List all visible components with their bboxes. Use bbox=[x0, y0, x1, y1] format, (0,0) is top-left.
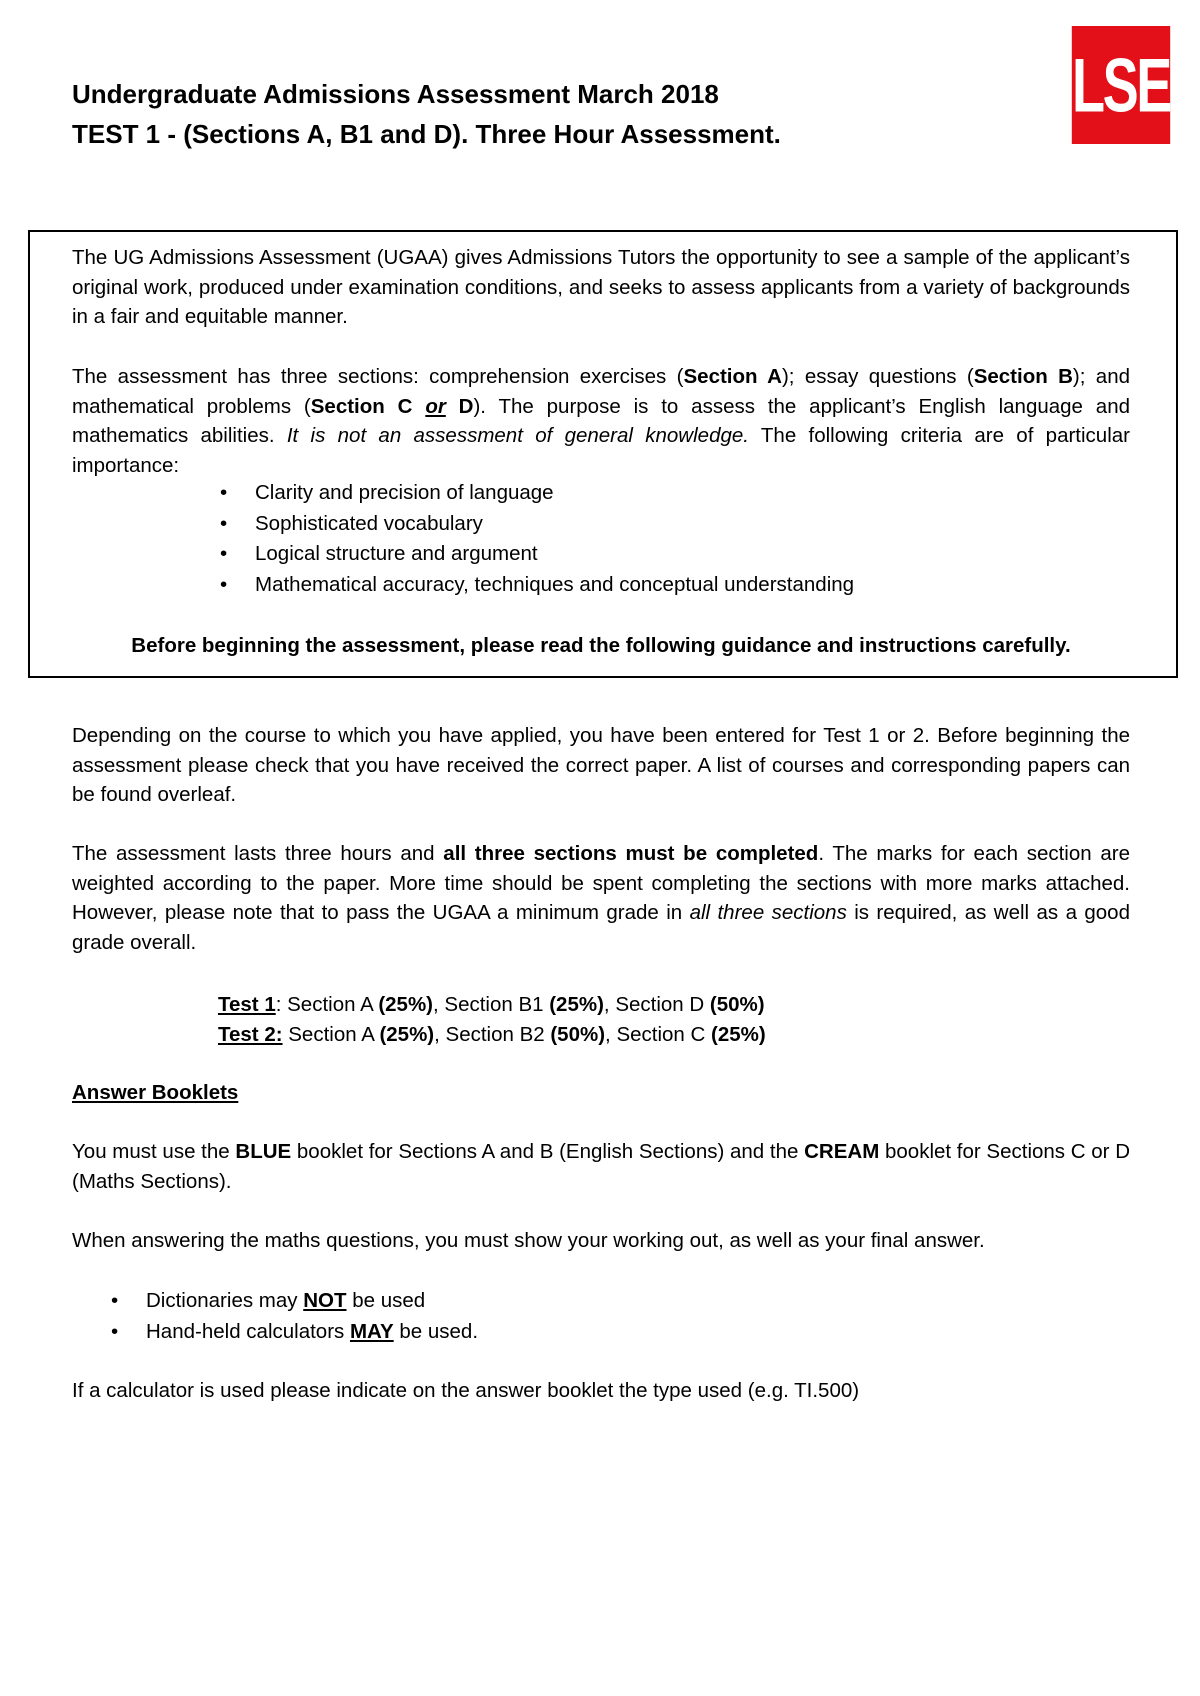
may-emphasis: MAY bbox=[349, 1319, 394, 1343]
text-span: The assessment has three sections: comprehension exercises ( bbox=[72, 365, 684, 388]
body-text-3 bbox=[72, 1137, 1130, 1196]
section-b-label: Section B bbox=[973, 365, 1073, 388]
text-span: , Section B1 bbox=[433, 993, 550, 1016]
rules-list bbox=[146, 1286, 1046, 1347]
text-span: ). The purpose is to assess the applicant’s English language and mathematics abilities. bbox=[72, 394, 1131, 447]
text-span: be used. bbox=[393, 1319, 479, 1343]
rules-list-wrap bbox=[146, 1286, 1046, 1347]
logo-text: LSE bbox=[1072, 42, 1170, 128]
weight-value: (25%) bbox=[379, 1022, 435, 1046]
answer-booklets-title: Answer Booklets bbox=[72, 1081, 239, 1104]
body-text-1: Depending on the course to which you have applied, you have been entered for Test 1 or 2. Before beginning the assessment please check that you have received the correct paper. A list of courses and corresponding papers can be found overleaf. bbox=[72, 724, 1130, 806]
lse-logo bbox=[1072, 26, 1170, 144]
intro-text-2 bbox=[72, 362, 1130, 480]
intro-paragraph-2 bbox=[72, 362, 1130, 480]
weight-value: (25%) bbox=[378, 993, 433, 1016]
text-span: ); essay questions ( bbox=[781, 365, 974, 388]
text-span: Section A bbox=[282, 1022, 380, 1046]
text-span: Dictionaries may bbox=[146, 1289, 304, 1312]
body-paragraph-1 bbox=[72, 721, 1130, 810]
weight-value: (50%) bbox=[709, 993, 765, 1016]
section-a-label: Section A bbox=[683, 365, 782, 388]
section-d-label: D bbox=[458, 394, 474, 418]
page-title bbox=[72, 74, 781, 154]
or-emphasis: or bbox=[425, 394, 446, 418]
text-span: ); and mathematical problems ( bbox=[72, 365, 1131, 418]
cream-booklet-label: CREAM bbox=[804, 1140, 880, 1163]
title-line-2: TEST 1 - (Sections A, B1 and D). Three Hour Assessment. bbox=[72, 119, 781, 149]
text-span: be used bbox=[346, 1289, 426, 1312]
rule-dictionaries bbox=[146, 1286, 1046, 1317]
body-text-5: If a calculator is used please indicate on the answer booklet the type used (e.g. TI.500) bbox=[72, 1379, 860, 1402]
text-span: Hand-held calculators bbox=[146, 1319, 350, 1343]
all-sections-required: all three sections must be completed bbox=[443, 842, 819, 865]
text-span: , Section C bbox=[605, 1022, 712, 1046]
criteria-list-wrap bbox=[255, 478, 1155, 600]
intro-paragraph-1 bbox=[72, 243, 1130, 332]
criteria-list bbox=[255, 478, 1155, 600]
test-1-label: Test 1 bbox=[218, 993, 276, 1016]
rule-calculators bbox=[146, 1317, 1046, 1348]
title-line-1: Undergraduate Admissions Assessment March 2018 bbox=[72, 79, 719, 109]
text-span: , Section D bbox=[603, 993, 710, 1016]
weight-value: (25%) bbox=[549, 993, 604, 1016]
blue-booklet-label: BLUE bbox=[235, 1140, 292, 1163]
weight-value: (50%) bbox=[550, 1022, 606, 1046]
intro-text-1: The UG Admissions Assessment (UGAA) gives Admissions Tutors the opportunity to see a sample of the applicant’s original work, produced under examination conditions, and seeks to assess applicants from a variety of backgrounds in a fair and equitable manner. bbox=[72, 246, 1130, 328]
text-span: booklet for Sections A and B (English Sections) and the bbox=[291, 1140, 805, 1163]
text-span: , Section B2 bbox=[434, 1022, 551, 1046]
text-span: is required, as well as a good grade overall. bbox=[72, 901, 1130, 954]
body-paragraph-4 bbox=[72, 1226, 1130, 1256]
body-paragraph-3 bbox=[72, 1137, 1130, 1196]
criteria-item: • Mathematical accuracy, techniques and conceptual understanding bbox=[255, 570, 1155, 601]
section-c-label: Section C bbox=[310, 394, 413, 418]
all-three-sections-emphasis: all three sections bbox=[689, 901, 847, 924]
not-general-knowledge-note: It is not an assessment of general knowledge. bbox=[286, 424, 749, 447]
test-1-weighting bbox=[218, 990, 1118, 1020]
weight-value: (25%) bbox=[711, 1022, 766, 1046]
text-span: : Section A bbox=[275, 993, 379, 1016]
text-span: booklet for Sections C or D (Maths Sections). bbox=[72, 1140, 1130, 1193]
test-2-label: Test 2: bbox=[218, 1022, 283, 1046]
test-2-weighting bbox=[218, 1020, 1118, 1050]
criteria-item: • Clarity and precision of language bbox=[255, 478, 1155, 509]
body-text-4: When answering the maths questions, you must show your working out, as well as your final answer. bbox=[72, 1229, 985, 1252]
body-text-2 bbox=[72, 839, 1130, 957]
guidance-note: Before beginning the assessment, please read the following guidance and instructions carefully. bbox=[131, 634, 1071, 657]
not-emphasis: NOT bbox=[303, 1289, 347, 1312]
test-weightings bbox=[218, 990, 1118, 1049]
body-paragraph-5 bbox=[72, 1376, 1130, 1406]
body-paragraph-2 bbox=[72, 839, 1130, 957]
text-span: The following criteria are of particular importance: bbox=[72, 424, 1130, 477]
criteria-item: • Sophisticated vocabulary bbox=[255, 509, 1155, 540]
text-span: . The marks for each section are weighted according to the paper. More time should be spent completing the sections with more marks attached. However, please note that to pass the UGAA a minimum grade in bbox=[72, 842, 1130, 924]
criteria-item: • Logical structure and argument bbox=[255, 539, 1155, 570]
answer-booklets-heading bbox=[72, 1078, 1130, 1108]
text-span: You must use the bbox=[72, 1140, 236, 1163]
text-span: The assessment lasts three hours and bbox=[72, 842, 444, 865]
